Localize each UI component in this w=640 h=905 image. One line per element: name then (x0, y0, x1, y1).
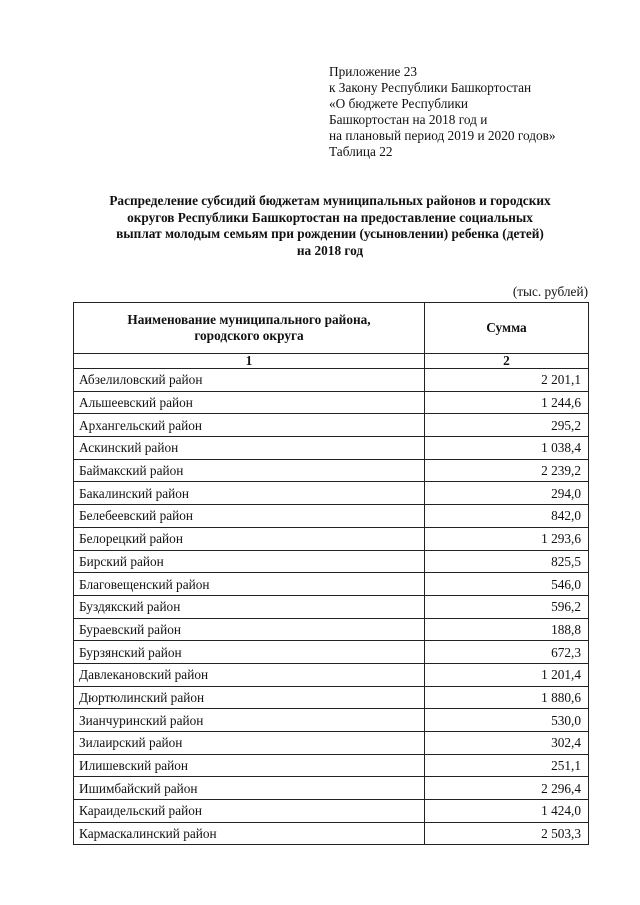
district-name: Ишимбайский район (74, 777, 425, 800)
subsidy-amount: 1 880,6 (425, 686, 589, 709)
table-row (74, 482, 589, 505)
table-row (74, 459, 589, 482)
header-amount: Сумма (425, 303, 589, 354)
table-row (74, 800, 589, 823)
subsidy-amount: 302,4 (425, 732, 589, 755)
title-line: Распределение субсидий бюджетам муниципальных районов и городских (109, 193, 551, 208)
header-name-line2: городского округа (194, 328, 304, 343)
district-name: Благовещенский район (74, 573, 425, 596)
table-header-row (74, 303, 589, 354)
district-name: Альшеевский район (74, 391, 425, 414)
district-name: Бураевский район (74, 618, 425, 641)
subsidy-amount: 1 038,4 (425, 437, 589, 460)
subsidy-amount: 2 296,4 (425, 777, 589, 800)
table-row (74, 573, 589, 596)
subsidy-amount: 2 503,3 (425, 822, 589, 845)
column-number: 1 (74, 354, 425, 369)
appendix-line: к Закону Республики Башкортостан (329, 80, 532, 95)
title-line: на 2018 год (296, 242, 364, 258)
table-row (74, 550, 589, 573)
appendix-line: Башкортостан на 2018 год и (329, 112, 488, 127)
subsidy-amount: 842,0 (425, 505, 589, 528)
units-label: (тыс. рублей) (512, 284, 588, 299)
column-number-row (74, 354, 589, 369)
subsidy-amount: 295,2 (425, 414, 589, 437)
appendix-line: Таблица 22 (329, 144, 393, 159)
subsidy-amount: 530,0 (425, 709, 589, 732)
district-name: Белорецкий район (74, 527, 425, 550)
district-name: Илишевский район (74, 754, 425, 777)
subsidy-amount: 672,3 (425, 641, 589, 664)
subsidy-amount: 1 424,0 (425, 800, 589, 823)
district-name: Баймакский район (74, 459, 425, 482)
subsidy-amount: 1 293,6 (425, 527, 589, 550)
district-name: Дюртюлинский район (74, 686, 425, 709)
subsidy-amount: 546,0 (425, 573, 589, 596)
district-name: Караидельский район (74, 800, 425, 823)
table-row (74, 686, 589, 709)
title-line: округов Республики Башкортостан на предоставление социальных (127, 209, 533, 225)
district-name: Абзелиловский район (74, 369, 425, 392)
table-row (74, 754, 589, 777)
district-name: Давлекановский район (74, 663, 425, 686)
district-name: Аскинский район (74, 437, 425, 460)
subsidy-amount: 251,1 (425, 754, 589, 777)
table-row (74, 709, 589, 732)
subsidy-amount: 1 244,6 (425, 391, 589, 414)
district-name: Бирский район (74, 550, 425, 573)
table-row (74, 732, 589, 755)
subsidy-amount: 294,0 (425, 482, 589, 505)
district-name: Кармаскалинский район (74, 822, 425, 845)
table-row (74, 595, 589, 618)
subsidy-amount: 596,2 (425, 595, 589, 618)
district-name: Зианчуринский район (74, 709, 425, 732)
header-name-line1: Наименование муниципального района, (127, 312, 371, 327)
subsidy-amount: 1 201,4 (425, 663, 589, 686)
table-row (74, 822, 589, 845)
district-name: Зилаирский район (74, 732, 425, 755)
table-row (74, 391, 589, 414)
appendix-line: на плановый период 2019 и 2020 годов» (329, 128, 556, 143)
title-line: выплат молодым семьям при рождении (усыновлении) ребенка (детей) (116, 226, 544, 241)
table-row (74, 437, 589, 460)
subsidy-table (73, 302, 589, 845)
district-name: Белебеевский район (74, 505, 425, 528)
table-row (74, 618, 589, 641)
appendix-note (329, 64, 556, 160)
subsidy-amount: 188,8 (425, 618, 589, 641)
district-name: Буздякский район (74, 595, 425, 618)
table-row (74, 505, 589, 528)
column-number: 2 (425, 354, 589, 369)
district-name: Бурзянский район (74, 641, 425, 664)
table-row (74, 663, 589, 686)
table-row (74, 527, 589, 550)
table-row (74, 414, 589, 437)
subsidy-amount: 825,5 (425, 550, 589, 573)
table-row (74, 641, 589, 664)
document-title (60, 193, 600, 259)
subsidy-amount: 2 201,1 (425, 369, 589, 392)
table-row (74, 777, 589, 800)
district-name: Архангельский район (74, 414, 425, 437)
appendix-line: «О бюджете Республики (329, 96, 469, 111)
table-row (74, 369, 589, 392)
district-name: Бакалинский район (74, 482, 425, 505)
subsidy-amount: 2 239,2 (425, 459, 589, 482)
appendix-line: Приложение 23 (329, 64, 417, 79)
header-name (74, 303, 425, 354)
